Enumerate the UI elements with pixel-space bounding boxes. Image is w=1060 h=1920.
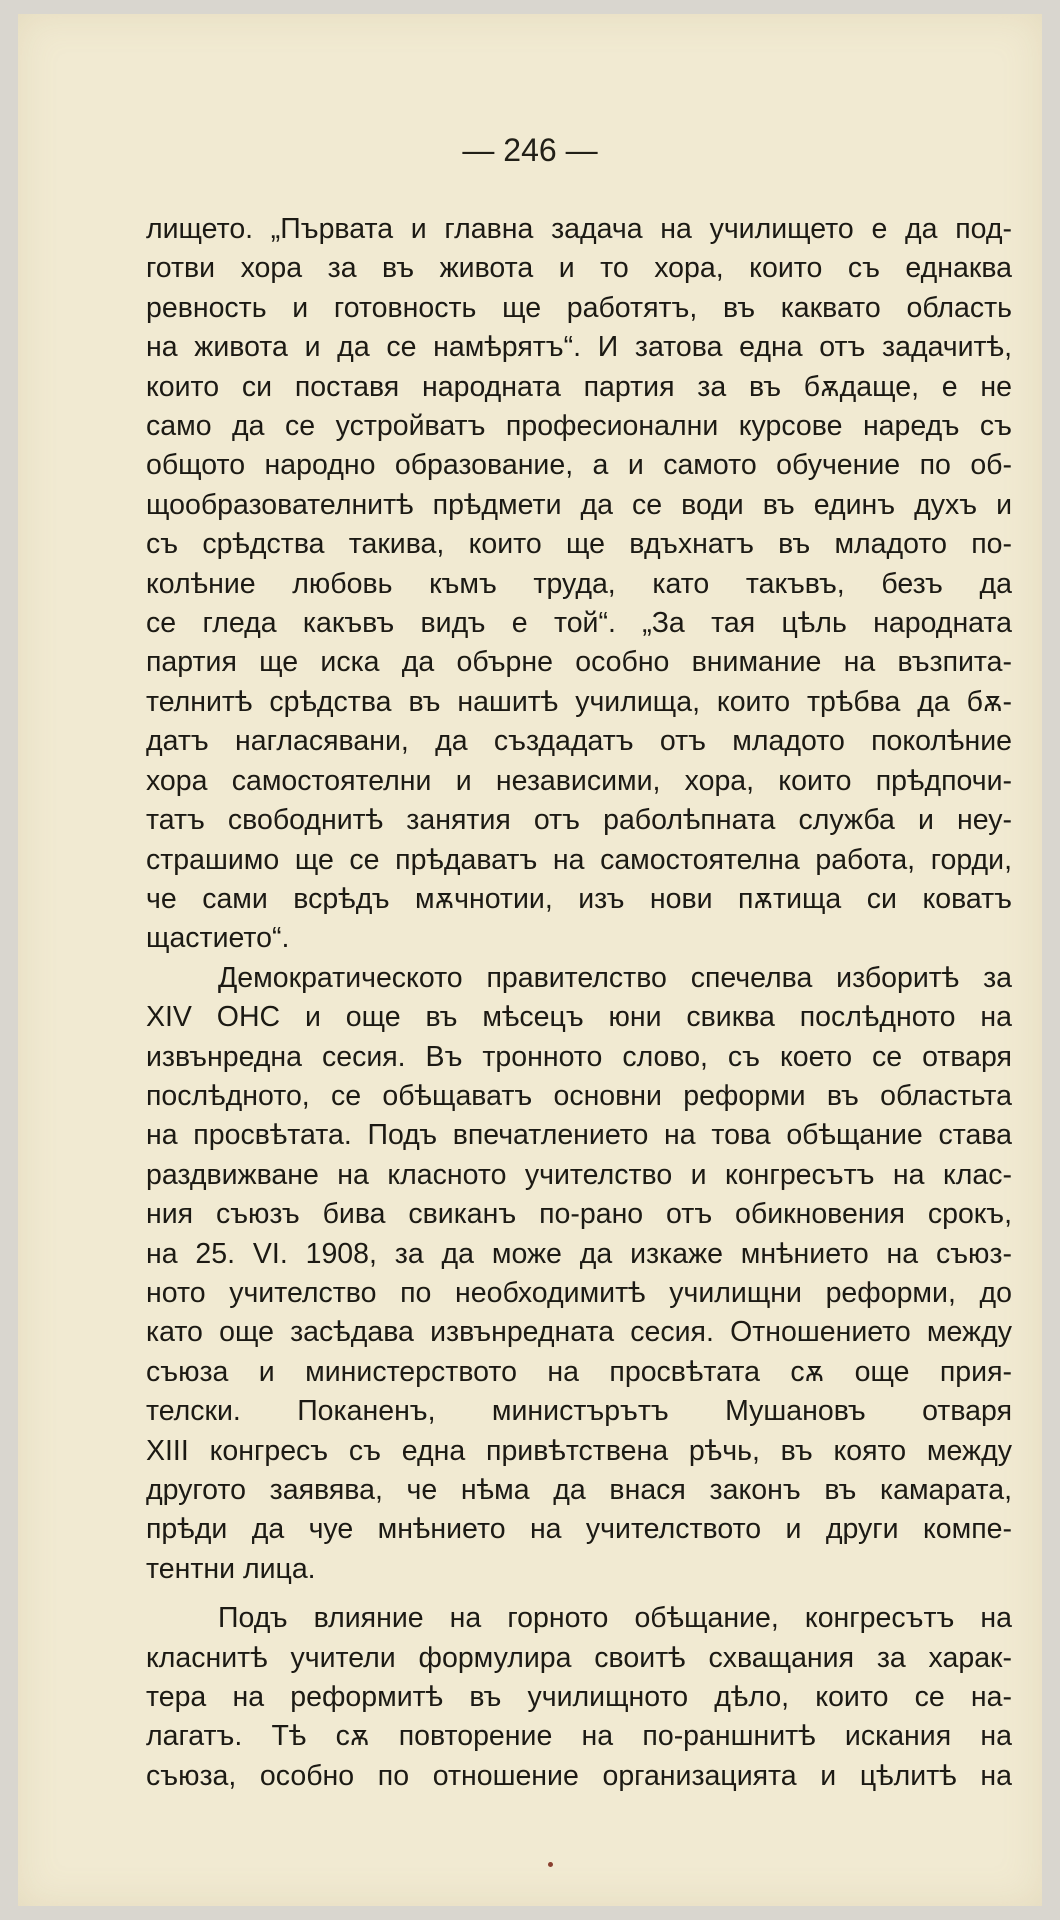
text-line: тера на реформитѣ въ училищното дѣло, които се на- bbox=[146, 1681, 1012, 1714]
text-line: съюза и министерството на просвѣтата сѫ още прия- bbox=[146, 1355, 1012, 1388]
text-line: другото заявява, че нѣма да внася законъ въ камарата, bbox=[146, 1474, 1012, 1506]
text-line: ревность и готовность ще работятъ, въ каквато область bbox=[146, 291, 1012, 324]
text-line: Подъ влияние на горното обѣщание, конгресътъ на bbox=[218, 1602, 1012, 1635]
paragraph-3 bbox=[146, 1599, 1012, 1796]
text-line: колѣние любовь къмъ труда, като такъвъ, безъ да bbox=[146, 567, 1012, 600]
text-line: че сами всрѣдъ мѫчнотии, изъ нови пѫтища си коватъ bbox=[146, 882, 1012, 915]
text-line: готви хора за въ живота и то хора, които съ еднаква bbox=[146, 252, 1012, 285]
text-line: ното учителство по необходимитѣ училищни реформи, до bbox=[146, 1276, 1012, 1309]
text-line: партия ще иска да обърне особно внимание на възпита- bbox=[146, 646, 1012, 679]
text-line: телски. Поканенъ, министърътъ Мушановъ отваря bbox=[146, 1395, 1012, 1428]
text-line: съюза, особно по отношение организацията и цѣлитѣ на bbox=[146, 1759, 1012, 1792]
text-line: Демократическото правителство спечелва изборитѣ за bbox=[218, 961, 1012, 994]
text-line: на 25. VI. 1908, за да може да изкаже мнѣнието на съюз- bbox=[146, 1237, 1012, 1270]
text-line: се гледа какъвъ видъ е той“. „За тая цѣль народната bbox=[146, 607, 1012, 640]
text-line: общото народно образование, а и самото обучение по об- bbox=[146, 449, 1012, 482]
text-line: татъ свободнитѣ занятия отъ раболѣпната служба и неу- bbox=[146, 804, 1012, 837]
paragraph-1 bbox=[146, 210, 1012, 959]
text-line: XIII конгресъ съ една привѣтствена рѣчь, въ която между bbox=[146, 1434, 1012, 1467]
ink-speck bbox=[548, 1862, 553, 1867]
text-line: послѣдното, се обѣщаватъ основни реформи въ областьта bbox=[146, 1079, 1012, 1112]
text-line: ния съюзъ бива свиканъ по-рано отъ обикновения срокъ, bbox=[146, 1198, 1012, 1231]
text-line: хора самостоятелни и независими, хора, които прѣдпочи- bbox=[146, 764, 1012, 797]
paragraph-2 bbox=[146, 959, 1012, 1590]
text-line: само да се устройватъ професионални курсове наредъ съ bbox=[146, 410, 1012, 443]
text-line: извънредна сесия. Въ тронното слово, съ което се отваря bbox=[146, 1040, 1012, 1073]
text-line: тентни лица. bbox=[146, 1552, 316, 1585]
text-line: като още засѣдава извънредната сесия. Отношението между bbox=[146, 1316, 1012, 1349]
body-text bbox=[146, 210, 1012, 1796]
book-page bbox=[18, 14, 1042, 1906]
text-line: съ срѣдства такива, които ще вдъхнатъ въ младото по- bbox=[146, 528, 1012, 561]
text-line: прѣди да чуе мнѣнието на учителството и други компе- bbox=[146, 1513, 1012, 1546]
text-line: на просвѣтата. Подъ впечатлението на това обѣщание става bbox=[146, 1119, 1012, 1152]
text-line: страшимо ще се прѣдаватъ на самостоятелна работа, горди, bbox=[146, 843, 1012, 876]
text-line: щастието“. bbox=[146, 922, 290, 955]
text-line: класнитѣ учители формулира своитѣ схващания за харак- bbox=[146, 1641, 1012, 1674]
text-line: които си поставя народната партия за въ бѫдаще, е не bbox=[146, 370, 1012, 403]
text-line: щообразователнитѣ прѣдмети да се води въ единъ духъ и bbox=[146, 488, 1012, 521]
text-line: телнитѣ срѣдства въ нашитѣ училища, които трѣбва да бѫ- bbox=[146, 685, 1012, 718]
text-line: лището. „Първата и главна задача на училището е да под- bbox=[146, 213, 1012, 245]
text-line: на живота и да се намѣрятъ“. И затова една отъ задачитѣ, bbox=[146, 331, 1012, 364]
text-line: лагатъ. Тѣ сѫ повторение на по-раншнитѣ искания на bbox=[146, 1720, 1012, 1753]
page-number: — 246 — bbox=[462, 132, 598, 168]
text-line: раздвижване на класното учителство и конгресътъ на клас- bbox=[146, 1158, 1012, 1191]
text-line: датъ нагласявани, да създадатъ отъ младото поколѣние bbox=[146, 725, 1012, 758]
text-line: XIV ОНС и още въ мѣсецъ юни свиква послѣдното на bbox=[146, 1001, 1012, 1034]
